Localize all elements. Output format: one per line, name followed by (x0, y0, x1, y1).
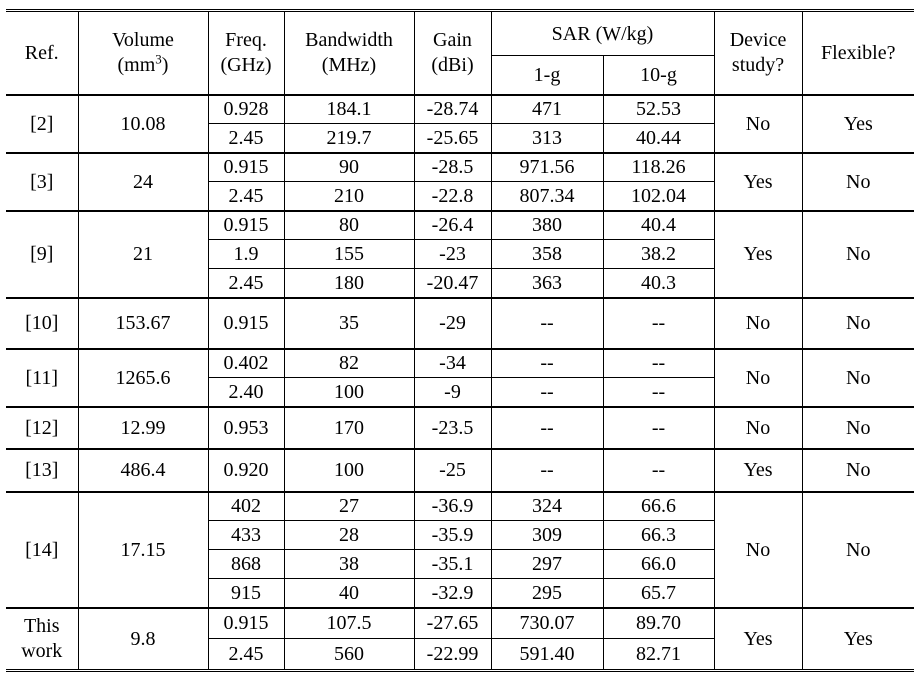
sar-1g-cell: 807.34 (491, 182, 603, 211)
ref-cell: [9] (6, 211, 78, 298)
gain-cell: -27.65 (414, 608, 491, 639)
sar-10g-cell: 66.0 (603, 550, 714, 579)
volume-cell: 486.4 (78, 449, 208, 492)
sar-10g-cell: 65.7 (603, 579, 714, 608)
device-study-cell: No (714, 349, 802, 407)
bandwidth-cell: 219.7 (284, 124, 414, 153)
sar-1g-cell: 471 (491, 95, 603, 124)
ref-cell: This work (6, 608, 78, 670)
sar-1g-cell: 324 (491, 492, 603, 521)
flexible-cell: No (802, 449, 914, 492)
gain-cell: -35.9 (414, 521, 491, 550)
freq-cell: 402 (208, 492, 284, 521)
gain-cell: -25.65 (414, 124, 491, 153)
freq-cell: 915 (208, 579, 284, 608)
table-row (6, 449, 914, 492)
bandwidth-cell: 28 (284, 521, 414, 550)
freq-cell: 0.920 (208, 449, 284, 492)
bandwidth-cell: 100 (284, 449, 414, 492)
gain-cell: -26.4 (414, 211, 491, 240)
table-row (6, 492, 914, 521)
sar-10g-cell: 102.04 (603, 182, 714, 211)
freq-cell: 1.9 (208, 240, 284, 269)
volume-cell: 24 (78, 153, 208, 211)
sar-10g-cell: 38.2 (603, 240, 714, 269)
sar-1g-cell: -- (491, 298, 603, 349)
header-device-study: Device study? (714, 11, 802, 95)
freq-cell: 0.915 (208, 211, 284, 240)
table-row (6, 153, 914, 182)
bandwidth-cell: 90 (284, 153, 414, 182)
bandwidth-cell: 82 (284, 349, 414, 378)
flexible-cell: Yes (802, 608, 914, 670)
freq-cell: 0.915 (208, 298, 284, 349)
gain-cell: -36.9 (414, 492, 491, 521)
ref-cell: [2] (6, 95, 78, 153)
sar-1g-cell: 313 (491, 124, 603, 153)
gain-cell: -34 (414, 349, 491, 378)
sar-1g-cell: 358 (491, 240, 603, 269)
freq-cell: 0.402 (208, 349, 284, 378)
header-volume: Volume $(mm^3)$ (78, 11, 208, 95)
bandwidth-cell: 100 (284, 378, 414, 407)
device-study-cell: No (714, 492, 802, 608)
sar-1g-cell: 363 (491, 269, 603, 298)
table-row (6, 407, 914, 449)
bandwidth-cell: 170 (284, 407, 414, 449)
sar-10g-cell: 40.4 (603, 211, 714, 240)
gain-cell: -32.9 (414, 579, 491, 608)
sar-10g-cell: -- (603, 449, 714, 492)
gain-cell: -22.8 (414, 182, 491, 211)
sar-1g-cell: 971.56 (491, 153, 603, 182)
device-study-cell: Yes (714, 608, 802, 670)
flexible-cell: No (802, 298, 914, 349)
table-row (6, 211, 914, 240)
header-flexible: Flexible? (802, 11, 914, 95)
bandwidth-cell: 180 (284, 269, 414, 298)
table-header (6, 11, 914, 95)
table-row (6, 608, 914, 639)
flexible-cell: No (802, 407, 914, 449)
gain-cell: -23 (414, 240, 491, 269)
table-row (6, 95, 914, 124)
table-bottom-rule (6, 669, 914, 672)
volume-cell: 21 (78, 211, 208, 298)
header-gain: Gain (dBi) (414, 11, 491, 95)
header-ref: Ref. (6, 11, 78, 95)
device-study-cell: Yes (714, 211, 802, 298)
header-sar: SAR (W/kg) (491, 11, 714, 56)
bandwidth-cell: 80 (284, 211, 414, 240)
table-row (6, 298, 914, 349)
header-bandwidth: Bandwidth (MHz) (284, 11, 414, 95)
gain-cell: -25 (414, 449, 491, 492)
gain-cell: -29 (414, 298, 491, 349)
bandwidth-cell: 560 (284, 639, 414, 670)
sar-1g-cell: -- (491, 407, 603, 449)
freq-cell: 0.915 (208, 153, 284, 182)
gain-cell: -35.1 (414, 550, 491, 579)
device-study-cell: No (714, 407, 802, 449)
sar-10g-cell: 66.3 (603, 521, 714, 550)
sar-10g-cell: 66.6 (603, 492, 714, 521)
sar-1g-cell: 295 (491, 579, 603, 608)
bandwidth-cell: 27 (284, 492, 414, 521)
device-study-cell: Yes (714, 449, 802, 492)
gain-cell: -9 (414, 378, 491, 407)
sar-1g-cell: 380 (491, 211, 603, 240)
freq-cell: 0.915 (208, 608, 284, 639)
header-freq: Freq. (GHz) (208, 11, 284, 95)
sar-10g-cell: -- (603, 298, 714, 349)
volume-cell: 153.67 (78, 298, 208, 349)
ref-cell: [10] (6, 298, 78, 349)
freq-cell: 2.45 (208, 639, 284, 670)
header-sar-10g: 10-g (603, 56, 714, 95)
freq-cell: 433 (208, 521, 284, 550)
sar-1g-cell: 297 (491, 550, 603, 579)
bandwidth-cell: 184.1 (284, 95, 414, 124)
volume-cell: 9.8 (78, 608, 208, 670)
gain-cell: -28.74 (414, 95, 491, 124)
gain-cell: -22.99 (414, 639, 491, 670)
flexible-cell: Yes (843, 112, 873, 135)
sar-1g-cell: 730.07 (491, 608, 603, 639)
sar-10g-cell: 40.3 (603, 269, 714, 298)
volume-cell: 17.15 (78, 492, 208, 608)
freq-cell: 0.953 (208, 407, 284, 449)
gain-cell: -28.5 (414, 153, 491, 182)
sar-10g-cell: 118.26 (603, 153, 714, 182)
table-row (6, 349, 914, 378)
sar-1g-cell: 309 (491, 521, 603, 550)
device-study-cell: No (714, 95, 802, 153)
gain-cell: -20.47 (414, 269, 491, 298)
ref-cell: [11] (6, 349, 78, 407)
table-body (6, 95, 914, 670)
volume-cell: 10.08 (78, 95, 208, 153)
freq-cell: 2.45 (208, 124, 284, 153)
freq-cell: 2.40 (208, 378, 284, 407)
sar-10g-cell: 52.53 (603, 95, 714, 124)
sar-1g-cell: 591.40 (491, 639, 603, 670)
sar-1g-cell: -- (491, 449, 603, 492)
bandwidth-cell: 155 (284, 240, 414, 269)
bandwidth-cell: 210 (284, 182, 414, 211)
ref-cell: [3] (6, 153, 78, 211)
comparison-table (6, 9, 914, 670)
bandwidth-cell: 35 (284, 298, 414, 349)
flexible-cell: No (802, 349, 914, 407)
sar-10g-cell: -- (603, 378, 714, 407)
freq-cell: 2.45 (208, 182, 284, 211)
sar-10g-cell: -- (603, 349, 714, 378)
sar-1g-cell: -- (491, 349, 603, 378)
sar-10g-cell: 82.71 (603, 639, 714, 670)
sar-10g-cell: 89.70 (603, 608, 714, 639)
sar-1g-cell: -- (491, 378, 603, 407)
sar-10g-cell: -- (603, 407, 714, 449)
flexible-cell: No (802, 153, 914, 211)
freq-cell: 2.45 (208, 269, 284, 298)
device-study-cell: Yes (714, 153, 802, 211)
bandwidth-cell: 40 (284, 579, 414, 608)
ref-cell: [14] (6, 492, 78, 608)
flexible-cell: No (802, 492, 914, 608)
gain-cell: -23.5 (414, 407, 491, 449)
volume-cell: 1265.6 (78, 349, 208, 407)
bandwidth-cell: 107.5 (284, 608, 414, 639)
sar-10g-cell: 40.44 (603, 124, 714, 153)
freq-cell: 868 (208, 550, 284, 579)
header-sar-1g: 1-g (491, 56, 603, 95)
ref-cell: [13] (6, 449, 78, 492)
flexible-cell: No (802, 211, 914, 298)
volume-cell: 12.99 (78, 407, 208, 449)
ref-cell: [12] (6, 407, 78, 449)
freq-cell: 0.928 (208, 95, 284, 124)
device-study-cell: No (714, 298, 802, 349)
bandwidth-cell: 38 (284, 550, 414, 579)
